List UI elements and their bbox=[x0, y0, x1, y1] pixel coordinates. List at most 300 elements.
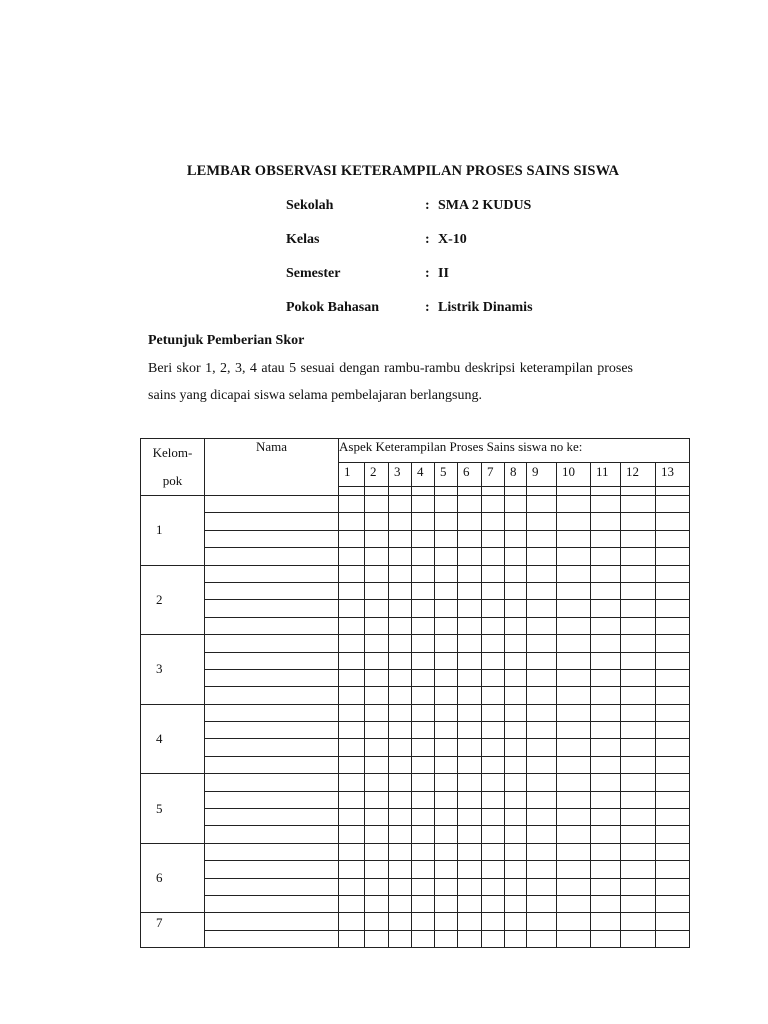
score-cell[interactable] bbox=[505, 669, 527, 686]
score-cell[interactable] bbox=[365, 582, 389, 599]
nama-cell[interactable] bbox=[205, 809, 339, 826]
score-cell[interactable] bbox=[505, 826, 527, 843]
score-cell[interactable] bbox=[458, 652, 482, 669]
score-cell[interactable] bbox=[435, 739, 458, 756]
nama-cell[interactable] bbox=[205, 687, 339, 704]
score-cell[interactable] bbox=[557, 635, 591, 652]
nama-cell[interactable] bbox=[205, 530, 339, 547]
score-cell[interactable] bbox=[482, 704, 505, 721]
score-cell[interactable] bbox=[621, 774, 656, 791]
score-cell[interactable] bbox=[435, 722, 458, 739]
nama-cell[interactable] bbox=[205, 548, 339, 565]
score-cell[interactable] bbox=[458, 496, 482, 513]
score-cell[interactable] bbox=[656, 791, 690, 808]
score-cell[interactable] bbox=[557, 930, 591, 947]
score-cell[interactable] bbox=[505, 687, 527, 704]
score-cell[interactable] bbox=[339, 486, 365, 496]
score-cell[interactable] bbox=[339, 843, 365, 860]
nama-cell[interactable] bbox=[205, 496, 339, 513]
score-cell[interactable] bbox=[591, 791, 621, 808]
score-cell[interactable] bbox=[505, 496, 527, 513]
score-cell[interactable] bbox=[365, 600, 389, 617]
score-cell[interactable] bbox=[412, 496, 435, 513]
score-cell[interactable] bbox=[412, 895, 435, 912]
score-cell[interactable] bbox=[527, 930, 557, 947]
score-cell[interactable] bbox=[656, 756, 690, 773]
score-cell[interactable] bbox=[435, 826, 458, 843]
score-cell[interactable] bbox=[389, 861, 412, 878]
score-cell[interactable] bbox=[621, 809, 656, 826]
score-cell[interactable] bbox=[389, 774, 412, 791]
score-cell[interactable] bbox=[591, 486, 621, 496]
score-cell[interactable] bbox=[435, 600, 458, 617]
score-cell[interactable] bbox=[621, 496, 656, 513]
score-cell[interactable] bbox=[389, 704, 412, 721]
nama-cell[interactable] bbox=[205, 930, 339, 947]
score-cell[interactable] bbox=[557, 513, 591, 530]
score-cell[interactable] bbox=[412, 565, 435, 582]
score-cell[interactable] bbox=[435, 756, 458, 773]
score-cell[interactable] bbox=[365, 774, 389, 791]
score-cell[interactable] bbox=[505, 722, 527, 739]
score-cell[interactable] bbox=[389, 843, 412, 860]
score-cell[interactable] bbox=[435, 861, 458, 878]
score-cell[interactable] bbox=[435, 617, 458, 634]
score-cell[interactable] bbox=[557, 565, 591, 582]
score-cell[interactable] bbox=[339, 652, 365, 669]
nama-cell[interactable] bbox=[205, 861, 339, 878]
score-cell[interactable] bbox=[505, 756, 527, 773]
score-cell[interactable] bbox=[656, 809, 690, 826]
score-cell[interactable] bbox=[505, 843, 527, 860]
score-cell[interactable] bbox=[389, 791, 412, 808]
score-cell[interactable] bbox=[557, 878, 591, 895]
score-cell[interactable] bbox=[458, 600, 482, 617]
score-cell[interactable] bbox=[505, 617, 527, 634]
score-cell[interactable] bbox=[621, 878, 656, 895]
score-cell[interactable] bbox=[412, 843, 435, 860]
score-cell[interactable] bbox=[458, 809, 482, 826]
score-cell[interactable] bbox=[505, 652, 527, 669]
score-cell[interactable] bbox=[557, 687, 591, 704]
score-cell[interactable] bbox=[412, 548, 435, 565]
score-cell[interactable] bbox=[412, 669, 435, 686]
score-cell[interactable] bbox=[557, 496, 591, 513]
score-cell[interactable] bbox=[458, 826, 482, 843]
score-cell[interactable] bbox=[389, 930, 412, 947]
score-cell[interactable] bbox=[591, 878, 621, 895]
score-cell[interactable] bbox=[505, 791, 527, 808]
score-cell[interactable] bbox=[389, 582, 412, 599]
score-cell[interactable] bbox=[527, 895, 557, 912]
score-cell[interactable] bbox=[505, 809, 527, 826]
score-cell[interactable] bbox=[482, 930, 505, 947]
score-cell[interactable] bbox=[527, 565, 557, 582]
score-cell[interactable] bbox=[656, 704, 690, 721]
score-cell[interactable] bbox=[389, 486, 412, 496]
score-cell[interactable] bbox=[656, 496, 690, 513]
score-cell[interactable] bbox=[458, 617, 482, 634]
score-cell[interactable] bbox=[482, 687, 505, 704]
score-cell[interactable] bbox=[482, 826, 505, 843]
score-cell[interactable] bbox=[365, 843, 389, 860]
nama-cell[interactable] bbox=[205, 704, 339, 721]
score-cell[interactable] bbox=[557, 486, 591, 496]
score-cell[interactable] bbox=[435, 913, 458, 930]
score-cell[interactable] bbox=[482, 486, 505, 496]
score-cell[interactable] bbox=[621, 843, 656, 860]
score-cell[interactable] bbox=[389, 913, 412, 930]
score-cell[interactable] bbox=[482, 669, 505, 686]
score-cell[interactable] bbox=[591, 635, 621, 652]
score-cell[interactable] bbox=[458, 548, 482, 565]
score-cell[interactable] bbox=[621, 861, 656, 878]
score-cell[interactable] bbox=[458, 704, 482, 721]
score-cell[interactable] bbox=[527, 704, 557, 721]
score-cell[interactable] bbox=[527, 809, 557, 826]
score-cell[interactable] bbox=[435, 486, 458, 496]
score-cell[interactable] bbox=[435, 669, 458, 686]
score-cell[interactable] bbox=[482, 843, 505, 860]
score-cell[interactable] bbox=[365, 652, 389, 669]
score-cell[interactable] bbox=[435, 895, 458, 912]
score-cell[interactable] bbox=[339, 895, 365, 912]
score-cell[interactable] bbox=[656, 861, 690, 878]
score-cell[interactable] bbox=[482, 548, 505, 565]
score-cell[interactable] bbox=[458, 930, 482, 947]
score-cell[interactable] bbox=[435, 774, 458, 791]
score-cell[interactable] bbox=[365, 496, 389, 513]
score-cell[interactable] bbox=[527, 791, 557, 808]
score-cell[interactable] bbox=[412, 861, 435, 878]
score-cell[interactable] bbox=[505, 486, 527, 496]
score-cell[interactable] bbox=[412, 617, 435, 634]
score-cell[interactable] bbox=[435, 843, 458, 860]
score-cell[interactable] bbox=[339, 704, 365, 721]
score-cell[interactable] bbox=[621, 652, 656, 669]
score-cell[interactable] bbox=[591, 861, 621, 878]
score-cell[interactable] bbox=[339, 600, 365, 617]
score-cell[interactable] bbox=[482, 635, 505, 652]
score-cell[interactable] bbox=[505, 878, 527, 895]
score-cell[interactable] bbox=[412, 600, 435, 617]
score-cell[interactable] bbox=[656, 930, 690, 947]
score-cell[interactable] bbox=[365, 530, 389, 547]
score-cell[interactable] bbox=[656, 617, 690, 634]
score-cell[interactable] bbox=[557, 669, 591, 686]
score-cell[interactable] bbox=[458, 635, 482, 652]
score-cell[interactable] bbox=[339, 635, 365, 652]
score-cell[interactable] bbox=[527, 548, 557, 565]
score-cell[interactable] bbox=[365, 739, 389, 756]
score-cell[interactable] bbox=[482, 791, 505, 808]
score-cell[interactable] bbox=[656, 513, 690, 530]
score-cell[interactable] bbox=[412, 582, 435, 599]
score-cell[interactable] bbox=[458, 486, 482, 496]
score-cell[interactable] bbox=[482, 809, 505, 826]
score-cell[interactable] bbox=[557, 913, 591, 930]
score-cell[interactable] bbox=[482, 617, 505, 634]
score-cell[interactable] bbox=[591, 843, 621, 860]
score-cell[interactable] bbox=[591, 565, 621, 582]
score-cell[interactable] bbox=[339, 669, 365, 686]
score-cell[interactable] bbox=[557, 704, 591, 721]
nama-cell[interactable] bbox=[205, 774, 339, 791]
score-cell[interactable] bbox=[557, 895, 591, 912]
score-cell[interactable] bbox=[458, 687, 482, 704]
score-cell[interactable] bbox=[482, 722, 505, 739]
score-cell[interactable] bbox=[527, 600, 557, 617]
score-cell[interactable] bbox=[591, 704, 621, 721]
score-cell[interactable] bbox=[482, 774, 505, 791]
score-cell[interactable] bbox=[339, 496, 365, 513]
score-cell[interactable] bbox=[621, 565, 656, 582]
score-cell[interactable] bbox=[458, 913, 482, 930]
score-cell[interactable] bbox=[339, 530, 365, 547]
score-cell[interactable] bbox=[621, 635, 656, 652]
score-cell[interactable] bbox=[505, 704, 527, 721]
score-cell[interactable] bbox=[339, 582, 365, 599]
score-cell[interactable] bbox=[505, 530, 527, 547]
score-cell[interactable] bbox=[435, 530, 458, 547]
score-cell[interactable] bbox=[591, 600, 621, 617]
score-cell[interactable] bbox=[458, 565, 482, 582]
score-cell[interactable] bbox=[557, 582, 591, 599]
score-cell[interactable] bbox=[527, 513, 557, 530]
score-cell[interactable] bbox=[435, 809, 458, 826]
score-cell[interactable] bbox=[527, 826, 557, 843]
score-cell[interactable] bbox=[435, 687, 458, 704]
score-cell[interactable] bbox=[591, 513, 621, 530]
score-cell[interactable] bbox=[458, 669, 482, 686]
score-cell[interactable] bbox=[339, 565, 365, 582]
score-cell[interactable] bbox=[591, 774, 621, 791]
score-cell[interactable] bbox=[458, 843, 482, 860]
score-cell[interactable] bbox=[527, 486, 557, 496]
score-cell[interactable] bbox=[527, 617, 557, 634]
nama-cell[interactable] bbox=[205, 722, 339, 739]
score-cell[interactable] bbox=[435, 652, 458, 669]
score-cell[interactable] bbox=[621, 486, 656, 496]
score-cell[interactable] bbox=[621, 895, 656, 912]
score-cell[interactable] bbox=[339, 739, 365, 756]
score-cell[interactable] bbox=[527, 913, 557, 930]
score-cell[interactable] bbox=[389, 809, 412, 826]
score-cell[interactable] bbox=[389, 513, 412, 530]
score-cell[interactable] bbox=[591, 913, 621, 930]
score-cell[interactable] bbox=[412, 652, 435, 669]
score-cell[interactable] bbox=[656, 486, 690, 496]
score-cell[interactable] bbox=[458, 530, 482, 547]
score-cell[interactable] bbox=[591, 722, 621, 739]
score-cell[interactable] bbox=[656, 826, 690, 843]
score-cell[interactable] bbox=[365, 722, 389, 739]
score-cell[interactable] bbox=[412, 809, 435, 826]
score-cell[interactable] bbox=[557, 826, 591, 843]
score-cell[interactable] bbox=[621, 513, 656, 530]
score-cell[interactable] bbox=[656, 548, 690, 565]
nama-cell[interactable] bbox=[205, 913, 339, 930]
score-cell[interactable] bbox=[621, 530, 656, 547]
score-cell[interactable] bbox=[505, 600, 527, 617]
score-cell[interactable] bbox=[412, 513, 435, 530]
score-cell[interactable] bbox=[365, 791, 389, 808]
score-cell[interactable] bbox=[482, 582, 505, 599]
score-cell[interactable] bbox=[482, 895, 505, 912]
score-cell[interactable] bbox=[557, 809, 591, 826]
nama-cell[interactable] bbox=[205, 791, 339, 808]
score-cell[interactable] bbox=[365, 548, 389, 565]
score-cell[interactable] bbox=[621, 722, 656, 739]
nama-cell[interactable] bbox=[205, 739, 339, 756]
score-cell[interactable] bbox=[365, 878, 389, 895]
score-cell[interactable] bbox=[621, 548, 656, 565]
score-cell[interactable] bbox=[412, 739, 435, 756]
score-cell[interactable] bbox=[527, 582, 557, 599]
score-cell[interactable] bbox=[591, 739, 621, 756]
score-cell[interactable] bbox=[621, 617, 656, 634]
score-cell[interactable] bbox=[527, 861, 557, 878]
score-cell[interactable] bbox=[339, 826, 365, 843]
score-cell[interactable] bbox=[435, 635, 458, 652]
score-cell[interactable] bbox=[458, 878, 482, 895]
score-cell[interactable] bbox=[656, 565, 690, 582]
score-cell[interactable] bbox=[389, 739, 412, 756]
score-cell[interactable] bbox=[482, 600, 505, 617]
score-cell[interactable] bbox=[482, 565, 505, 582]
score-cell[interactable] bbox=[435, 878, 458, 895]
score-cell[interactable] bbox=[412, 913, 435, 930]
score-cell[interactable] bbox=[435, 791, 458, 808]
score-cell[interactable] bbox=[339, 809, 365, 826]
score-cell[interactable] bbox=[365, 486, 389, 496]
score-cell[interactable] bbox=[505, 582, 527, 599]
score-cell[interactable] bbox=[527, 652, 557, 669]
score-cell[interactable] bbox=[339, 513, 365, 530]
score-cell[interactable] bbox=[412, 826, 435, 843]
score-cell[interactable] bbox=[365, 704, 389, 721]
score-cell[interactable] bbox=[527, 878, 557, 895]
score-cell[interactable] bbox=[656, 530, 690, 547]
score-cell[interactable] bbox=[505, 739, 527, 756]
score-cell[interactable] bbox=[505, 565, 527, 582]
score-cell[interactable] bbox=[591, 669, 621, 686]
score-cell[interactable] bbox=[656, 669, 690, 686]
score-cell[interactable] bbox=[527, 687, 557, 704]
score-cell[interactable] bbox=[621, 669, 656, 686]
score-cell[interactable] bbox=[339, 774, 365, 791]
nama-cell[interactable] bbox=[205, 669, 339, 686]
score-cell[interactable] bbox=[482, 913, 505, 930]
nama-cell[interactable] bbox=[205, 565, 339, 582]
score-cell[interactable] bbox=[365, 756, 389, 773]
score-cell[interactable] bbox=[389, 826, 412, 843]
score-cell[interactable] bbox=[365, 513, 389, 530]
nama-cell[interactable] bbox=[205, 878, 339, 895]
score-cell[interactable] bbox=[435, 582, 458, 599]
nama-cell[interactable] bbox=[205, 513, 339, 530]
score-cell[interactable] bbox=[365, 895, 389, 912]
score-cell[interactable] bbox=[482, 739, 505, 756]
score-cell[interactable] bbox=[656, 895, 690, 912]
score-cell[interactable] bbox=[557, 652, 591, 669]
score-cell[interactable] bbox=[527, 722, 557, 739]
score-cell[interactable] bbox=[656, 687, 690, 704]
nama-cell[interactable] bbox=[205, 895, 339, 912]
score-cell[interactable] bbox=[505, 548, 527, 565]
score-cell[interactable] bbox=[389, 548, 412, 565]
score-cell[interactable] bbox=[482, 878, 505, 895]
score-cell[interactable] bbox=[656, 722, 690, 739]
score-cell[interactable] bbox=[435, 513, 458, 530]
nama-cell[interactable] bbox=[205, 635, 339, 652]
score-cell[interactable] bbox=[458, 861, 482, 878]
score-cell[interactable] bbox=[458, 774, 482, 791]
score-cell[interactable] bbox=[656, 739, 690, 756]
score-cell[interactable] bbox=[656, 878, 690, 895]
score-cell[interactable] bbox=[412, 486, 435, 496]
score-cell[interactable] bbox=[389, 756, 412, 773]
score-cell[interactable] bbox=[656, 582, 690, 599]
score-cell[interactable] bbox=[591, 548, 621, 565]
score-cell[interactable] bbox=[557, 791, 591, 808]
score-cell[interactable] bbox=[339, 687, 365, 704]
score-cell[interactable] bbox=[505, 635, 527, 652]
score-cell[interactable] bbox=[591, 530, 621, 547]
score-cell[interactable] bbox=[389, 496, 412, 513]
score-cell[interactable] bbox=[412, 774, 435, 791]
score-cell[interactable] bbox=[591, 756, 621, 773]
score-cell[interactable] bbox=[621, 930, 656, 947]
score-cell[interactable] bbox=[339, 722, 365, 739]
score-cell[interactable] bbox=[527, 756, 557, 773]
score-cell[interactable] bbox=[412, 635, 435, 652]
score-cell[interactable] bbox=[591, 652, 621, 669]
score-cell[interactable] bbox=[412, 930, 435, 947]
score-cell[interactable] bbox=[557, 600, 591, 617]
score-cell[interactable] bbox=[412, 704, 435, 721]
score-cell[interactable] bbox=[621, 913, 656, 930]
score-cell[interactable] bbox=[591, 809, 621, 826]
score-cell[interactable] bbox=[557, 548, 591, 565]
score-cell[interactable] bbox=[656, 652, 690, 669]
score-cell[interactable] bbox=[621, 826, 656, 843]
score-cell[interactable] bbox=[458, 582, 482, 599]
score-cell[interactable] bbox=[656, 843, 690, 860]
score-cell[interactable] bbox=[621, 739, 656, 756]
score-cell[interactable] bbox=[621, 582, 656, 599]
score-cell[interactable] bbox=[591, 617, 621, 634]
score-cell[interactable] bbox=[482, 496, 505, 513]
score-cell[interactable] bbox=[458, 513, 482, 530]
score-cell[interactable] bbox=[412, 878, 435, 895]
score-cell[interactable] bbox=[458, 791, 482, 808]
score-cell[interactable] bbox=[482, 756, 505, 773]
score-cell[interactable] bbox=[365, 635, 389, 652]
score-cell[interactable] bbox=[505, 930, 527, 947]
nama-cell[interactable] bbox=[205, 826, 339, 843]
score-cell[interactable] bbox=[557, 739, 591, 756]
score-cell[interactable] bbox=[365, 913, 389, 930]
score-cell[interactable] bbox=[591, 687, 621, 704]
score-cell[interactable] bbox=[365, 617, 389, 634]
score-cell[interactable] bbox=[656, 913, 690, 930]
score-cell[interactable] bbox=[482, 861, 505, 878]
score-cell[interactable] bbox=[505, 861, 527, 878]
score-cell[interactable] bbox=[591, 582, 621, 599]
score-cell[interactable] bbox=[389, 687, 412, 704]
score-cell[interactable] bbox=[621, 704, 656, 721]
